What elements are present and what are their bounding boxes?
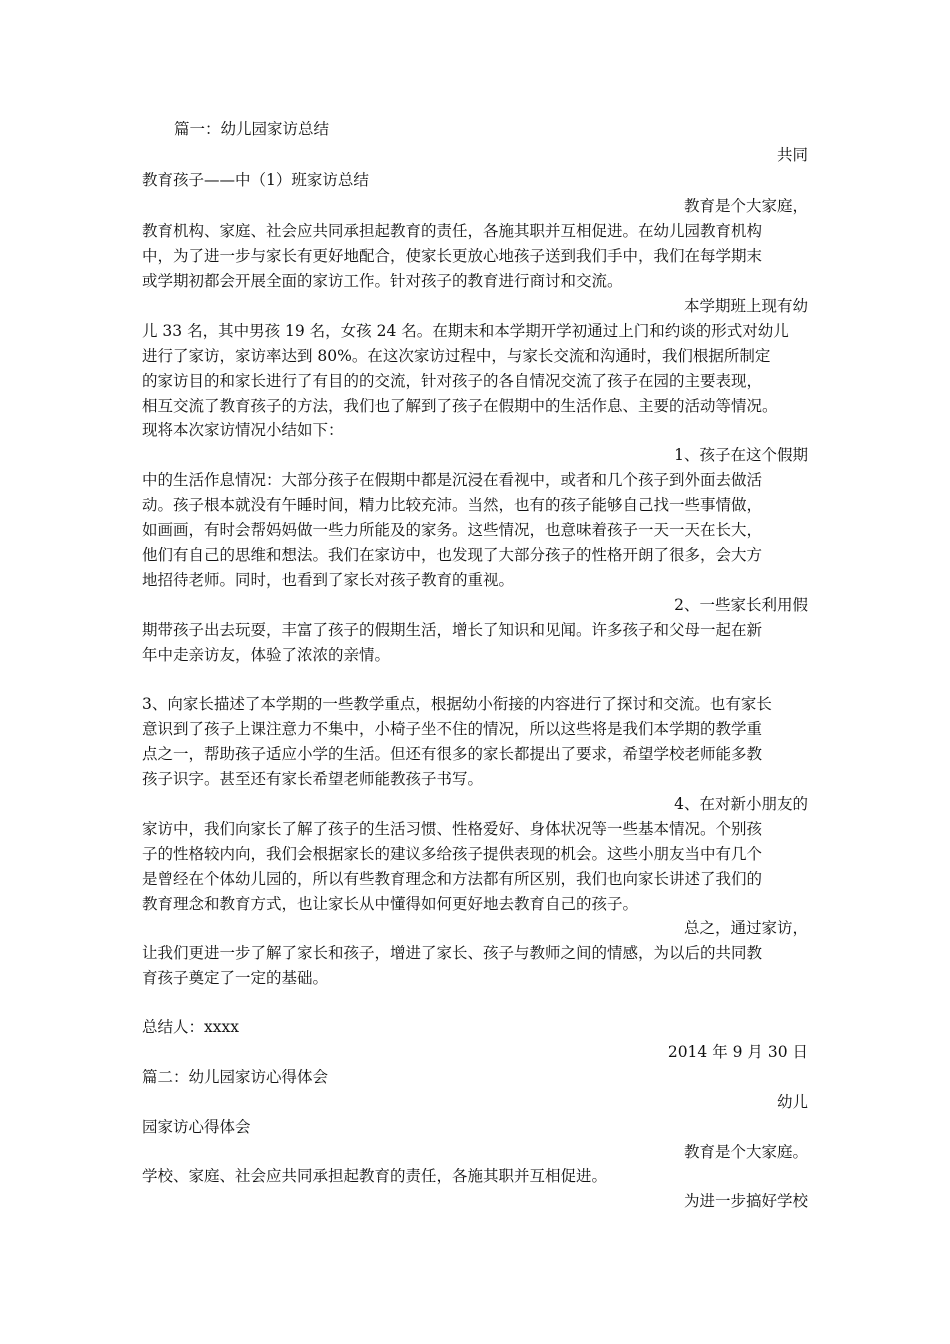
text-line: 总之，通过家访， xyxy=(683,919,808,937)
text-line: 4、在对新小朋友的 xyxy=(674,795,808,813)
text-line: 中的生活作息情况：大部分孩子在假期中都是沉浸在看视中，或者和几个孩子到外面去做活 xyxy=(142,471,763,489)
text-line: 他们有自己的思维和想法。我们在家访中，也发现了大部分孩子的性格开朗了很多，会大方 xyxy=(142,546,763,564)
text-line: 相互交流了教育孩子的方法，我们也了解到了孩子在假期中的生活作息、主要的活动等情况。 xyxy=(142,397,778,415)
text-line: 孩子识字。甚至还有家长希望老师能教孩子书写。 xyxy=(142,770,484,788)
text-line: 年中走亲访友，体验了浓浓的亲情。 xyxy=(142,646,391,664)
section-title-2: 篇二：幼儿园家访心得体会 xyxy=(142,1068,329,1086)
text-line: 2、一些家长利用假 xyxy=(674,596,808,614)
text-line: 3、向家长描述了本学期的一些教学重点，根据幼小衔接的内容进行了探讨和交流。也有家长 xyxy=(142,695,772,713)
document-subtitle-2: 园家访心得体会 xyxy=(142,1118,251,1136)
text-line: 地招待老师。同时，也看到了家长对孩子教育的重视。 xyxy=(142,571,515,589)
text-line: 幼儿 xyxy=(776,1093,808,1111)
date-line: 2014 年 9 月 30 日 xyxy=(667,1043,808,1061)
text-line: 本学期班上现有幼 xyxy=(683,297,808,315)
text-line: 的家访目的和家长进行了有目的的交流，针对孩子的各自情况交流了孩子在园的主要表现， xyxy=(142,372,763,390)
text-line: 共同 xyxy=(776,146,808,164)
text-line: 教育是个大家庭。 xyxy=(683,1143,808,1161)
text-line: 意识到了孩子上课注意力不集中，小椅子坐不住的情况，所以这些将是我们本学期的教学重 xyxy=(142,720,763,738)
text-line: 教育理念和教育方式，也让家长从中懂得如何更好地去教育自己的孩子。 xyxy=(142,895,639,913)
text-line: 动。孩子根本就没有午睡时间，精力比较充沛。当然，也有的孩子能够自己找一些事情做， xyxy=(142,496,763,514)
text-line: 儿 33 名，其中男孩 19 名，女孩 24 名。在期末和本学期开学初通过上门和约谈的形式对幼儿 xyxy=(142,322,789,340)
text-line: 或学期初都会开展全面的家访工作。针对孩子的教育进行商讨和交流。 xyxy=(142,272,623,290)
text-line: 让我们更进一步了解了家长和孩子，增进了家长、孩子与教师之间的情感，为以后的共同教 xyxy=(142,944,763,962)
text-line: 学校、家庭、社会应共同承担起教育的责任，各施其职并互相促进。 xyxy=(142,1167,608,1185)
text-line: 为进一步搞好学校 xyxy=(683,1192,808,1210)
text-line: 现将本次家访情况小结如下： xyxy=(142,421,344,439)
text-line: 子的性格较内向，我们会根据家长的建议多给孩子提供表现的机会。这些小朋友当中有几个 xyxy=(142,845,763,863)
section-title-1: 篇一：幼儿园家访总结 xyxy=(174,120,330,138)
text-line: 家访中，我们向家长了解了孩子的生活习惯、性格爱好、身体状况等一些基本情况。个别孩 xyxy=(142,820,763,838)
text-line: 中，为了进一步与家长有更好地配合，使家长更放心地孩子送到我们手中，我们在每学期末 xyxy=(142,247,763,265)
text-line: 是曾经在个体幼儿园的，所以有些教育理念和方法都有所区别，我们也向家长讲述了我们的 xyxy=(142,870,763,888)
text-line: 点之一，帮助孩子适应小学的生活。但还有很多的家长都提出了要求，希望学校老师能多教 xyxy=(142,745,763,763)
text-line: 教育机构、家庭、社会应共同承担起教育的责任，各施其职并互相促进。在幼儿园教育机构 xyxy=(142,222,763,240)
document-subtitle-1: 教育孩子——中（1）班家访总结 xyxy=(142,171,369,189)
text-line: 进行了家访，家访率达到 80%。在这次家访过程中，与家长交流和沟通时，我们根据所制定 xyxy=(142,347,771,365)
text-line: 1、孩子在这个假期 xyxy=(674,446,808,464)
text-line: 教育是个大家庭， xyxy=(683,197,808,215)
text-line: 育孩子奠定了一定的基础。 xyxy=(142,969,329,987)
text-line: 期带孩子出去玩耍，丰富了孩子的假期生活，增长了知识和见闻。许多孩子和父母一起在新 xyxy=(142,621,763,639)
text-line: 如画画，有时会帮妈妈做一些力所能及的家务。这些情况，也意味着孩子一天一天在长大， xyxy=(142,521,763,539)
signature-line: 总结人：xxxx xyxy=(142,1018,239,1036)
